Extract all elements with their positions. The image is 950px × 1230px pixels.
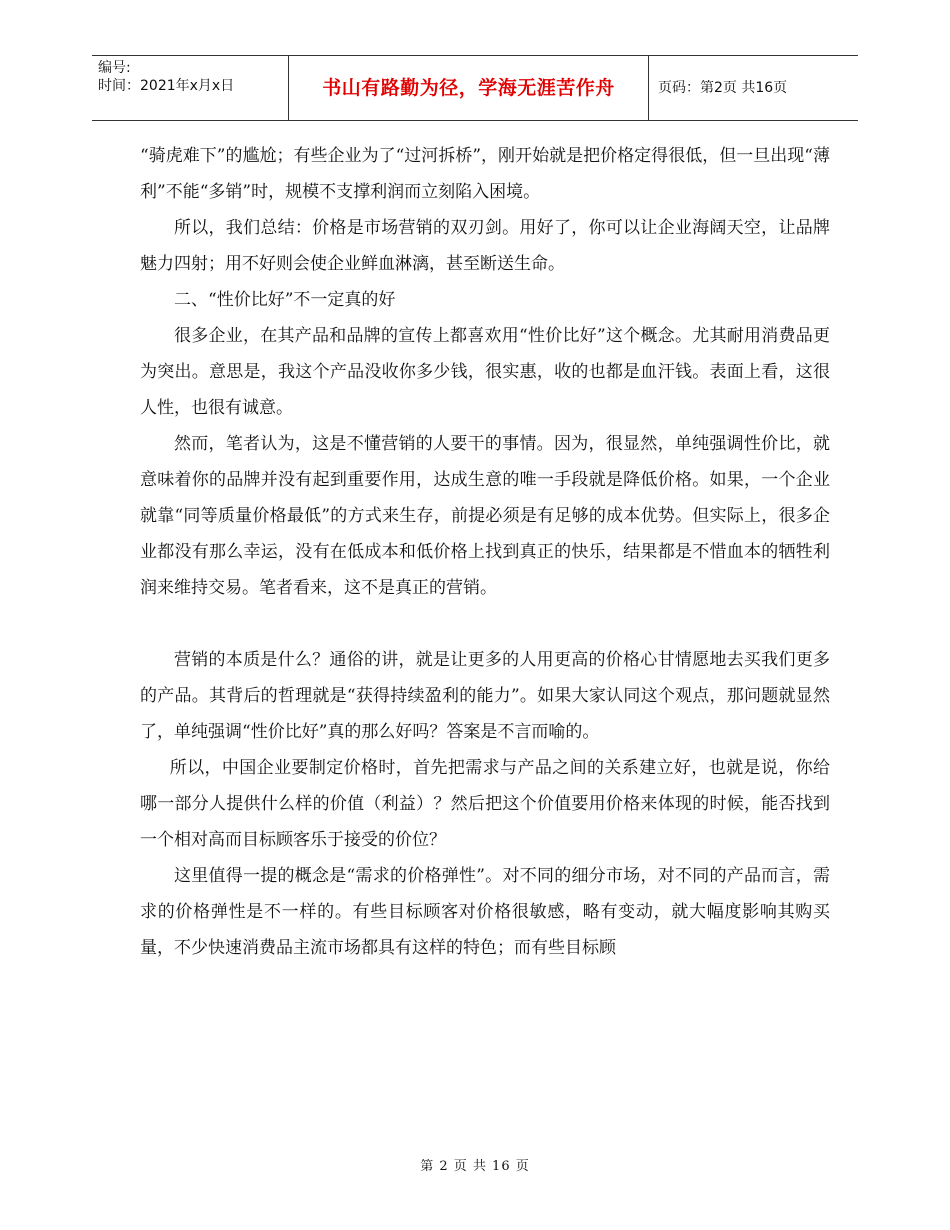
- document-number-label: 编号:: [98, 60, 131, 76]
- header-page-info: 页码：第2页 共16页: [658, 80, 788, 96]
- body-paragraph: “骑虎难下”的尴尬；有些企业为了“过河拆桥”，刚开始就是把价格定得很低，但一旦出现“薄利”不能“多销”时，规模不支撑利润而立刻陷入困境。: [140, 146, 830, 202]
- body-paragraph: 很多企业，在其产品和品牌的宣传上都喜欢用“性价比好”这个概念。尤其耐用消费品更为突出。意思是，我这个产品没收你多少钱，很实惠，收的也都是血汗钱。表面上看，这很人性，也很有诚意。: [140, 326, 830, 418]
- document-time-label: 时间：2021年x月x日: [98, 78, 235, 94]
- section-heading: 二、“性价比好”不一定真的好: [174, 290, 396, 310]
- body-paragraph: 营销的本质是什么？通俗的讲，就是让更多的人用更高的价格心甘情愿地去买我们更多的产品。其背后的哲理就是“获得持续盈利的能力”。如果大家认同这个观点，那问题就显然了，单纯强调“性价比好”真的那么好吗？答案是不言而喻的。: [140, 650, 830, 742]
- body-paragraph: 然而，笔者认为，这是不懂营销的人要干的事情。因为，很显然，单纯强调性价比，就意味着你的品牌并没有起到重要作用，达成生意的唯一手段就是降低价格。如果，一个企业就靠“同等质量价格最低”的方式来生存，前提必须是有足够的成本优势。但实际上，很多企业都没有那么幸运，没有在低成本和低价格上找到真正的快乐，结果都是不惜血本的牺牲利润来维持交易。笔者看来，这不是真正的营销。: [140, 434, 830, 598]
- document-body: [140, 138, 830, 966]
- body-paragraph: 这里值得一提的概念是“需求的价格弹性”。对不同的细分市场，对不同的产品而言，需求的价格弹性是不一样的。有些目标顾客对价格很敏感，略有变动，就大幅度影响其购买量，不少快速消费品主流市场都具有这样的特色；而有些目标顾: [140, 866, 830, 958]
- body-paragraph: 所以，中国企业要制定价格时，首先把需求与产品之间的关系建立好，也就是说，你给哪一部分人提供什么样的价值（利益）？然后把这个价值要用价格来体现的时候，能否找到一个相对高而目标顾客乐于接受的价位？: [140, 758, 830, 850]
- body-paragraph: 所以，我们总结：价格是市场营销的双刃剑。用好了，你可以让企业海阔天空，让品牌魅力四射；用不好则会使企业鲜血淋漓，甚至断送生命。: [140, 218, 830, 274]
- page-footer: 第 2 页 共 16 页: [420, 1159, 530, 1174]
- header-motto: 书山有路勤为径，学海无涯苦作舟: [322, 77, 615, 99]
- page-header: [92, 55, 858, 121]
- paragraph-gap: [140, 606, 830, 642]
- header-divider: [648, 56, 649, 120]
- header-meta: [98, 59, 288, 95]
